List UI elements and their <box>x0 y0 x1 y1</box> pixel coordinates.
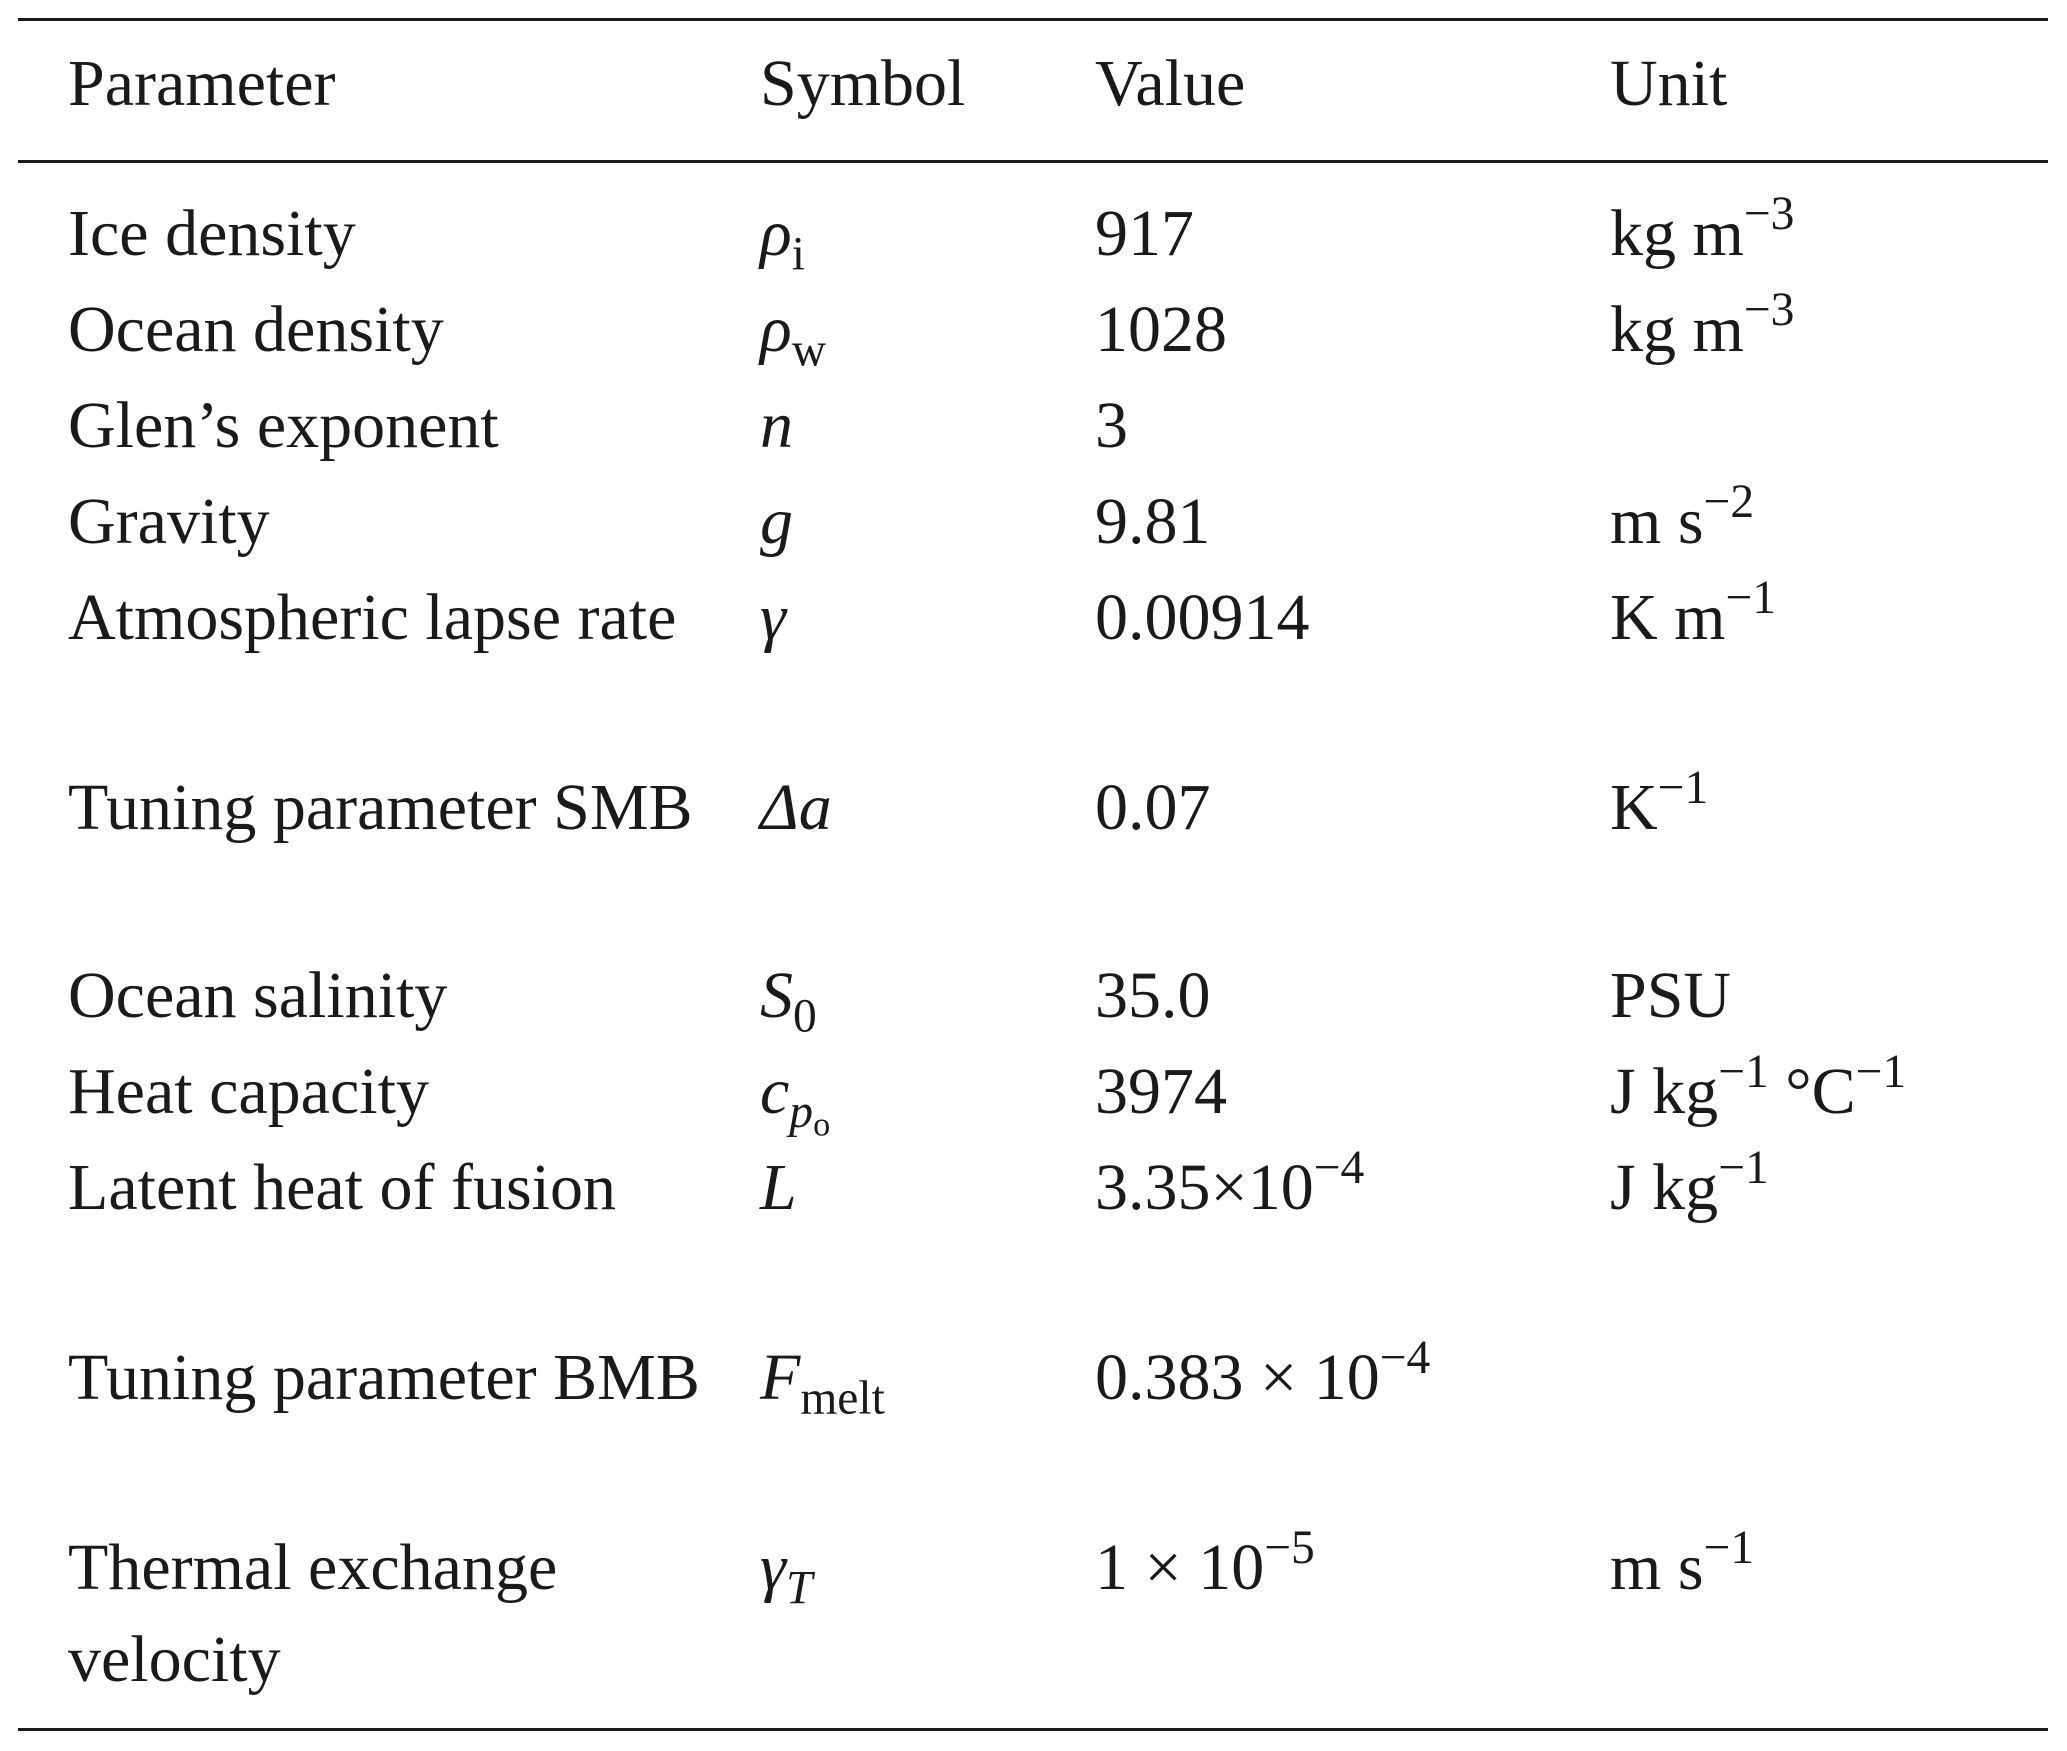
value-base: 1 × 10 <box>1095 1531 1265 1604</box>
unit-cell <box>1610 572 1776 664</box>
symbol-cell <box>760 380 793 472</box>
value-base: 3.35×10 <box>1095 1151 1314 1224</box>
symbol-base: ρ <box>760 197 792 270</box>
parameter-cell: Glen’s exponent <box>68 389 499 462</box>
symbol-base: F <box>760 1341 801 1414</box>
unit-base: m s <box>1610 1531 1704 1604</box>
unit-base-2: °C <box>1768 1055 1856 1128</box>
unit-base: K m <box>1610 581 1726 654</box>
symbol-cell <box>760 1332 885 1424</box>
unit-base: K <box>1610 771 1658 844</box>
unit-base: kg m <box>1610 293 1744 366</box>
symbol-cell <box>760 476 793 568</box>
parameter-cell: Heat capacity <box>68 1055 429 1128</box>
value-cell: 3 <box>1095 389 1128 462</box>
symbol-cell <box>760 950 817 1042</box>
parameter-cell: Latent heat of fusion <box>68 1151 616 1224</box>
unit-cell: PSU <box>1610 959 1732 1032</box>
value-cell: 0.07 <box>1095 771 1211 844</box>
symbol-base: γ <box>760 581 787 654</box>
unit-sup: −1 <box>1718 1141 1769 1194</box>
unit-base: m s <box>1610 485 1704 558</box>
unit-sup: −3 <box>1743 187 1795 240</box>
symbol-sub-text: p <box>789 1086 814 1139</box>
parameter-cell: Gravity <box>68 485 270 558</box>
symbol-cell <box>760 188 805 280</box>
symbol-base: c <box>760 1055 790 1128</box>
symbol-sub: T <box>786 1562 813 1615</box>
symbol-cell <box>760 1142 797 1234</box>
unit-sup: −1 <box>1703 1521 1755 1574</box>
symbol-sub <box>789 1086 831 1144</box>
symbol-base: S <box>760 959 793 1032</box>
value-cell: 9.81 <box>1095 485 1211 558</box>
value-cell <box>1095 1142 1364 1234</box>
parameter-cell: Ocean salinity <box>68 959 448 1032</box>
symbol-base: g <box>760 485 793 558</box>
parameter-cell: Tuning parameter BMB <box>68 1341 700 1414</box>
value-cell: 35.0 <box>1095 959 1211 1032</box>
value-cell <box>1095 1332 1430 1424</box>
header-symbol: Symbol <box>760 47 966 120</box>
symbol-cell <box>760 1522 812 1614</box>
symbol-sub: melt <box>800 1372 885 1425</box>
symbol-base: Δa <box>760 771 832 844</box>
bottom-rule <box>18 1728 2048 1731</box>
symbol-base: n <box>760 389 793 462</box>
unit-base: J kg <box>1610 1055 1719 1128</box>
symbol-cell <box>760 284 826 376</box>
value-cell: 917 <box>1095 197 1194 270</box>
unit-sup: −1 <box>1718 1045 1769 1098</box>
symbol-cell <box>760 1046 831 1144</box>
symbol-sub: w <box>791 324 827 377</box>
top-rule <box>18 18 2048 21</box>
value-cell: 1028 <box>1095 293 1227 366</box>
parameter-cell: Thermal exchange velocity <box>68 1531 558 1696</box>
unit-cell <box>1610 1522 1754 1614</box>
unit-sup: −1 <box>1657 761 1709 814</box>
symbol-base: γ <box>760 1531 787 1604</box>
symbol-cell <box>760 572 786 664</box>
parameter-cell: Ice density <box>68 197 356 270</box>
unit-cell <box>1610 762 1708 854</box>
value-cell: 0.00914 <box>1095 581 1310 654</box>
value-sup: −5 <box>1264 1521 1315 1574</box>
symbol-sub: i <box>791 228 805 281</box>
symbol-cell <box>760 762 832 854</box>
unit-sup: −2 <box>1703 475 1755 528</box>
value-cell: 3974 <box>1095 1055 1227 1128</box>
header-parameter: Parameter <box>68 47 336 120</box>
header-rule <box>18 160 2048 163</box>
symbol-base: L <box>760 1151 797 1224</box>
unit-cell <box>1610 284 1794 376</box>
unit-sup-2: −1 <box>1855 1045 1907 1098</box>
unit-cell <box>1610 1046 1906 1138</box>
unit-cell <box>1610 1142 1769 1234</box>
parameter-cell: Tuning parameter SMB <box>68 771 693 844</box>
unit-base: kg m <box>1610 197 1744 270</box>
unit-sup: −3 <box>1743 283 1795 336</box>
header-unit: Unit <box>1610 47 1728 120</box>
header-value: Value <box>1095 47 1246 120</box>
value-base: 0.383 × 10 <box>1095 1341 1380 1414</box>
symbol-subsub: o <box>813 1106 831 1144</box>
value-cell <box>1095 1522 1315 1614</box>
value-sup: −4 <box>1379 1331 1431 1384</box>
parameter-cell: Ocean density <box>68 293 444 366</box>
symbol-sub: 0 <box>793 990 817 1043</box>
unit-cell <box>1610 476 1754 568</box>
unit-cell <box>1610 188 1794 280</box>
unit-base: J kg <box>1610 1151 1719 1224</box>
symbol-base: ρ <box>760 293 792 366</box>
value-sup: −4 <box>1313 1141 1365 1194</box>
unit-sup: −1 <box>1725 571 1777 624</box>
parameter-cell: Atmospheric lapse rate <box>68 581 677 654</box>
